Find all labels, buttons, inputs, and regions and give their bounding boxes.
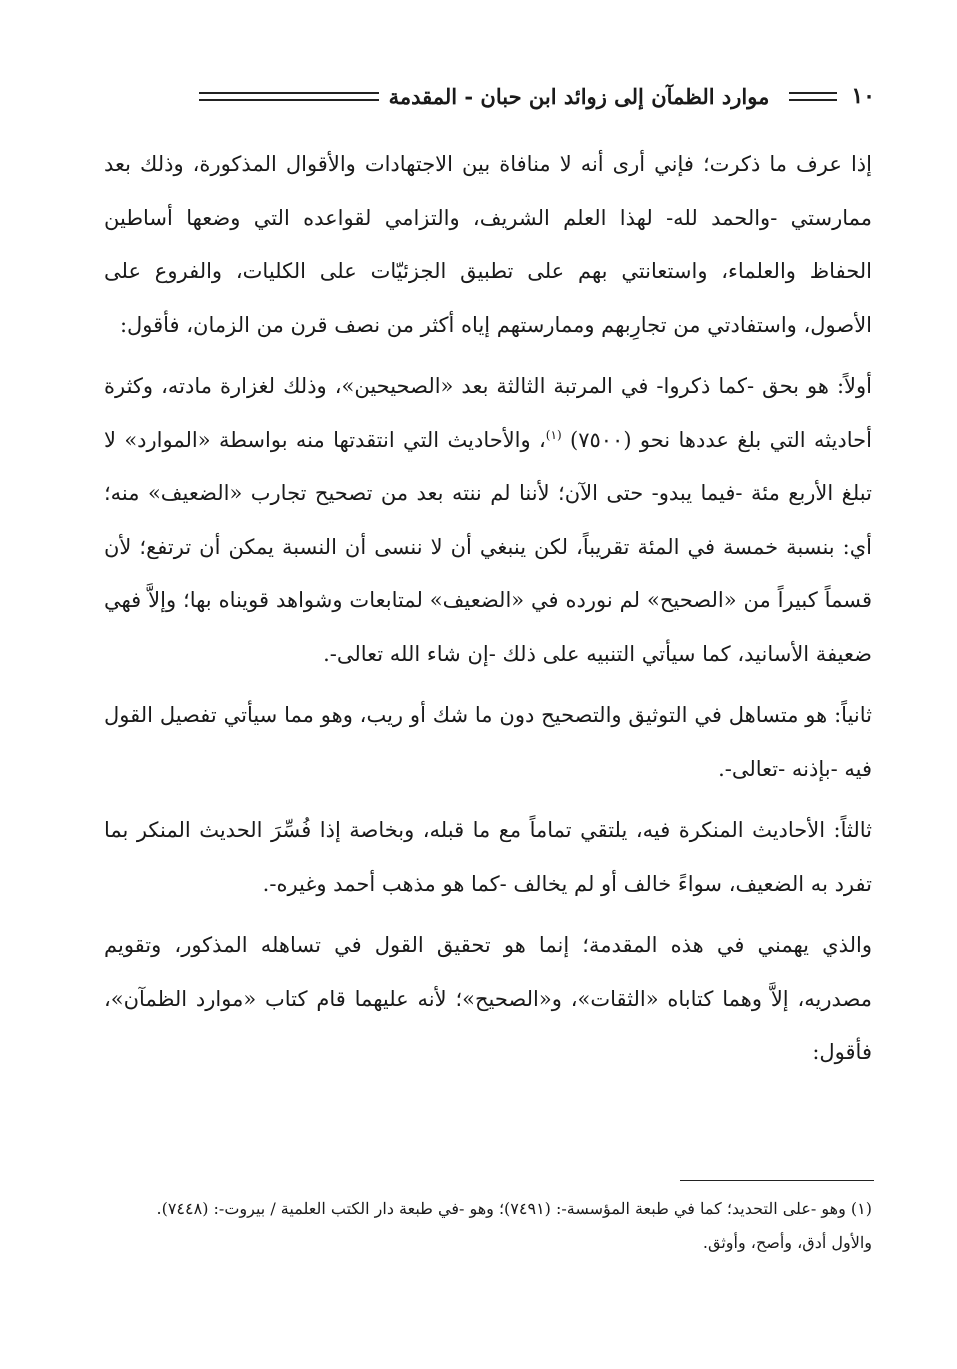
- footnote-separator: [680, 1180, 874, 1181]
- footnote-1-note: والأول أدق، وأصح، وأوثق.: [702, 1233, 872, 1252]
- page-header: [100, 78, 875, 114]
- footnote-1: (١) وهو -على التحديد؛ كما في طبعة المؤسسة-: (٧٤٩١)؛ وهو -في طبعة دار الكتب العلمية / بيروت-: (٧٤٤٨).: [156, 1199, 872, 1218]
- paragraph-third-point: ثالثاً: الأحاديث المنكرة فيه، يلتقي تماماً مع ما قبله، وبخاصة إذا فُسِّرَ الحديث المنكر بما تفرد به الضعيف، سواءً خالف أو لم يخالف -كما هو مذهب أحمد وغيره-.: [104, 818, 872, 896]
- main-text: [104, 138, 872, 1088]
- first-point-text-b: ، والأحاديث التي انتقدتها منه بواسطة «الموارد» لا تبلغ الأربع مئة -فيما يبدو- حتى الآن؛ لأننا لم ننته بعد من تصحيح تجارب «الضعيف» منه؛ أي: بنسبة خمسة في المئة تقريباً، لكن ينبغي أن لا ننسى أن النسبة يمكن أن ترتفع؛ لأن قسماً كبيراً من «الصحيح» لم نورده في «الضعيف» لمتابعات وشواهد قويناه بها؛ وإلاَّ فهي ضعيفة الأسانيد، كما سيأتي التنبيه على ذلك -إن شاء الله تعالى-.: [104, 427, 872, 666]
- running-title: موارد الظمآن إلى زوائد ابن حبان - المقدمة: [388, 83, 770, 109]
- paragraph-first-point: [104, 360, 872, 681]
- paragraph-intro: إذا عرف ما ذكرت؛ فإني أرى أنه لا منافاة بين الاجتهادات والأقوال المذكورة، وذلك بعد ممارستي -والحمد لله- لهذا العلم الشريف، والتزامي لقواعده التي وضعها أساطين الحفاظ والعلماء، واستعانتي بهم على تطبيق الجزئيّات على الكليات، والفروع على الأصول، واستفادتي من تجارِبهم وممارستهم إياه أكثر من نصف قرن من الزمان، فأقول:: [104, 152, 872, 337]
- paragraph-second-point: ثانياً: هو متساهل في التوثيق والتصحيح دون ما شك أو ريب، وهو مما سيأتي تفصيل القول فيه -بإذنه -تعالى-.: [104, 703, 872, 781]
- header-rule-left: [199, 92, 379, 101]
- header-rule-right: [789, 92, 837, 101]
- footnote-ref[interactable]: (١): [545, 427, 562, 442]
- first-point-text-a: أولاً: هو بحق -كما ذكروا- في المرتبة الثالثة بعد «الصحيحين»، وذلك لغزارة مادته، وكثرة أحاديثه التي بلغ عددها نحو (٧٥٠٠): [104, 374, 873, 452]
- footnotes: [104, 1192, 872, 1260]
- page-number: ١٠: [851, 83, 875, 109]
- paragraph-conclusion: والذي يهمني في هذه المقدمة؛ إنما هو تحقيق القول في تساهله المذكور، وتقويم مصدريه، إلاَّ وهما كتاباه «الثقات»، و«الصحيح»؛ لأنه عليهما قام كتاب «موارد الظمآن»، فأقول:: [104, 933, 872, 1064]
